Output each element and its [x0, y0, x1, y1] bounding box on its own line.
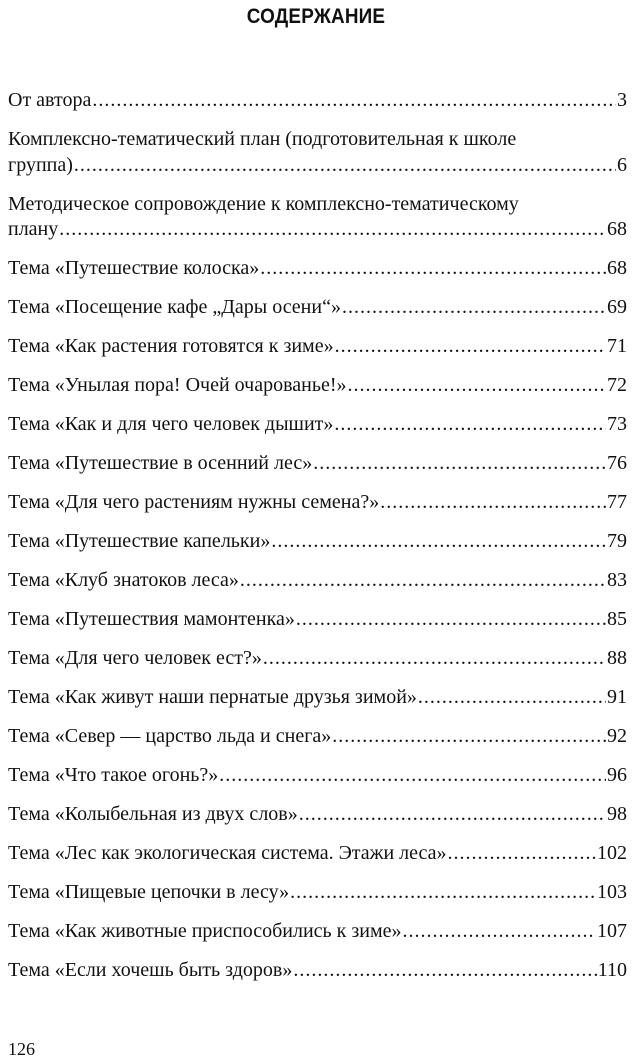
dot-leader — [332, 724, 606, 750]
toc-entry-page: 68 — [607, 257, 627, 279]
toc-entry-title: Тема «Путешествия мамонтенка» — [8, 608, 295, 630]
toc-entry-title: Тема «Колыбельная из двух слов» — [8, 803, 298, 825]
toc-entry-line — [8, 802, 627, 828]
toc-entry-line — [8, 412, 627, 438]
toc-entry-title: Тема «Клуб знатоков леса» — [8, 569, 239, 591]
toc-entry-line — [8, 724, 627, 750]
toc-entry-title: Тема «Путешествие колоска» — [8, 257, 260, 279]
dot-leader — [290, 880, 596, 906]
toc-entry-page: 76 — [607, 452, 627, 474]
dot-leader — [240, 568, 606, 594]
dot-leader — [293, 958, 596, 984]
toc-entry — [8, 802, 627, 828]
dot-leader — [92, 88, 616, 114]
toc-entry — [8, 192, 627, 243]
toc-entry-line — [8, 529, 627, 555]
toc-entry — [8, 295, 627, 321]
dot-leader — [313, 451, 606, 477]
toc-entry-page: 103 — [597, 881, 627, 903]
toc-entry-title: Тема «Как и для чего человек дышит» — [8, 413, 334, 435]
page-number: 126 — [8, 1039, 35, 1059]
toc-entry-line — [8, 568, 627, 594]
toc-entry — [8, 127, 627, 178]
toc-entry-line — [8, 334, 627, 360]
page-title: СОДЕРЖАНИЕ — [246, 5, 386, 28]
table-of-contents — [8, 88, 627, 997]
toc-entry — [8, 646, 627, 672]
toc-entry-title: Тема «Путешествие капельки» — [8, 530, 271, 552]
toc-entry-title: От автора — [8, 89, 92, 111]
toc-entry-line — [8, 451, 627, 477]
toc-entry — [8, 529, 627, 555]
toc-entry-line — [8, 256, 627, 282]
toc-entry-title: Тема «Пищевые цепочки в лесу» — [8, 881, 290, 903]
dot-leader — [418, 685, 606, 711]
toc-entry-page: 102 — [597, 842, 627, 864]
dot-leader — [448, 841, 596, 867]
dot-leader — [299, 802, 606, 828]
toc-entry-title: плану — [8, 218, 59, 240]
toc-entry-page: 79 — [607, 530, 627, 552]
dot-leader — [263, 646, 606, 672]
toc-entry-line — [8, 880, 627, 906]
toc-entry-page: 107 — [597, 920, 627, 942]
toc-entry-line — [8, 958, 627, 984]
toc-entry-line — [8, 841, 627, 867]
toc-entry-line — [8, 607, 627, 633]
toc-entry — [8, 568, 627, 594]
toc-entry — [8, 763, 627, 789]
toc-entry — [8, 373, 627, 399]
toc-entry-page: 6 — [617, 153, 627, 176]
toc-entry-page: 91 — [607, 686, 627, 708]
toc-entry-page: 69 — [607, 296, 627, 318]
toc-entry-line — [8, 217, 627, 243]
toc-entry — [8, 334, 627, 360]
toc-entry-page: 96 — [607, 764, 627, 786]
toc-entry — [8, 490, 627, 516]
toc-entry-line — [8, 373, 627, 399]
toc-entry — [8, 412, 627, 438]
toc-entry-line — [8, 88, 627, 114]
dot-leader — [271, 529, 606, 555]
toc-entry-line — [8, 763, 627, 789]
toc-entry-title: Тема «Для чего человек ест?» — [8, 647, 262, 669]
toc-entry-page: 3 — [617, 89, 627, 111]
toc-entry-page: 72 — [607, 374, 627, 396]
toc-entry-page: 98 — [607, 803, 627, 825]
toc-entry-title: Тема «Унылая пора! Очей очарованье!» — [8, 374, 347, 396]
toc-entry-title: Тема «Если хочешь быть здоров» — [8, 959, 293, 981]
toc-entry-title: Тема «Путешествие в осенний лес» — [8, 452, 313, 474]
toc-entry-page: 88 — [607, 647, 627, 669]
toc-entry-title: Тема «Как животные приспособились к зиме» — [8, 920, 402, 942]
toc-entry — [8, 919, 627, 945]
toc-entry — [8, 451, 627, 477]
toc-entry — [8, 607, 627, 633]
toc-entry-line — [8, 646, 627, 672]
toc-entry — [8, 685, 627, 711]
toc-entry-line — [8, 153, 627, 179]
toc-entry-title: группа) — [8, 153, 73, 176]
toc-entry — [8, 724, 627, 750]
toc-entry-title: Тема «Север — царство льда и снега» — [8, 725, 332, 747]
toc-entry-title: Тема «Посещение кафе „Дары осени“» — [8, 296, 341, 318]
toc-entry-page: 83 — [607, 569, 627, 591]
dot-leader — [296, 607, 606, 633]
toc-entry-title: Тема «Лес как экологическая система. Этажи леса» — [8, 842, 447, 864]
dot-leader — [342, 295, 606, 321]
toc-entry-title-first-line: Методическое сопровождение к комплексно-тематическому — [8, 192, 519, 215]
dot-leader — [335, 334, 606, 360]
toc-entry-line — [8, 295, 627, 321]
toc-entry — [8, 880, 627, 906]
dot-leader — [403, 919, 597, 945]
dot-leader — [74, 153, 616, 179]
toc-entry — [8, 958, 627, 984]
toc-entry-page: 68 — [607, 218, 627, 240]
toc-entry-page: 77 — [607, 491, 627, 513]
dot-leader — [334, 412, 606, 438]
toc-entry — [8, 256, 627, 282]
toc-entry-page: 92 — [607, 725, 627, 747]
dot-leader — [380, 490, 606, 516]
toc-entry-page: 85 — [607, 608, 627, 630]
toc-entry-title: Тема «Для чего растениям нужны семена?» — [8, 491, 380, 513]
toc-entry-page: 73 — [607, 413, 627, 435]
toc-entry-title: Тема «Что такое огонь?» — [8, 764, 219, 786]
dot-leader — [59, 217, 606, 243]
toc-entry-line — [8, 490, 627, 516]
toc-entry-title-first-line: Комплексно-тематический план (подготовительная к школе — [8, 128, 517, 150]
toc-entry-page: 110 — [597, 959, 627, 981]
toc-entry — [8, 841, 627, 867]
dot-leader — [260, 256, 606, 282]
toc-entry — [8, 88, 627, 114]
toc-entry-page: 71 — [607, 335, 627, 357]
toc-entry-line — [8, 919, 627, 945]
toc-entry-title: Тема «Как растения готовятся к зиме» — [8, 335, 334, 357]
toc-entry-line — [8, 685, 627, 711]
dot-leader — [348, 373, 607, 399]
dot-leader — [219, 763, 606, 789]
toc-entry-title: Тема «Как живут наши пернатые друзья зимой» — [8, 686, 417, 708]
